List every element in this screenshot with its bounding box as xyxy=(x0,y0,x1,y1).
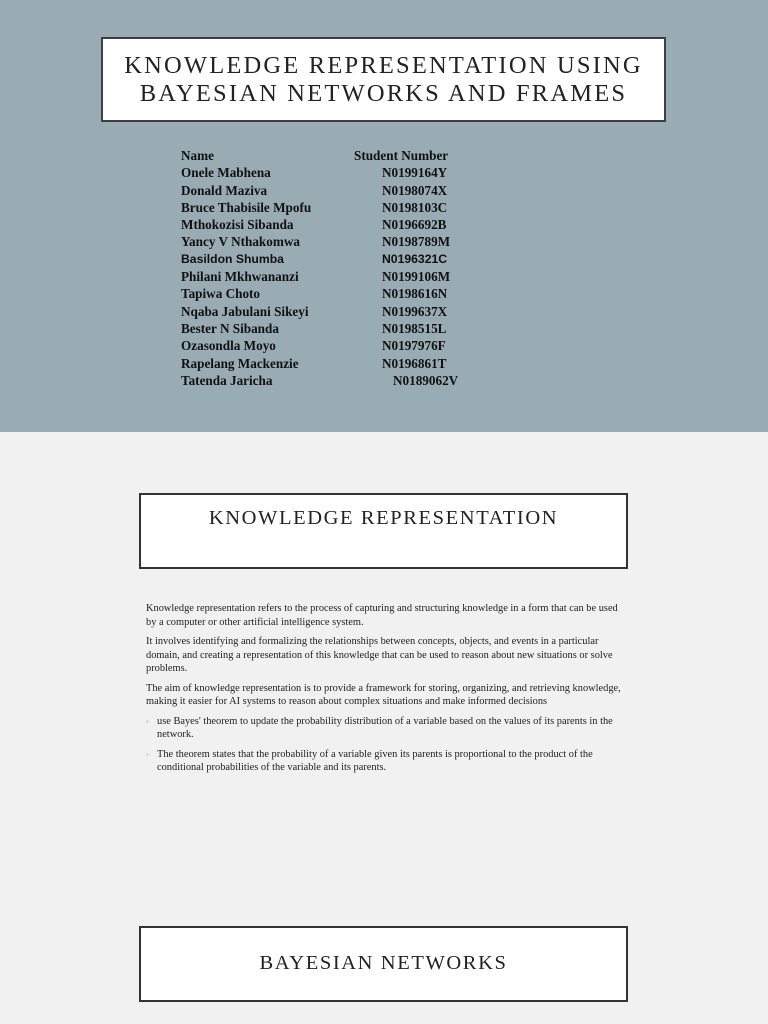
student-name: Rapelang Mackenzie xyxy=(181,355,299,371)
title-line-2: BAYESIAN NETWORKS AND FRAMES xyxy=(139,79,628,107)
student-name: Nqaba Jabulani Sikeyi xyxy=(181,303,309,319)
student-name: Yancy V Nthakomwa xyxy=(181,234,300,250)
title-line-1: KNOWLEDGE REPRESENTATION USING xyxy=(124,51,643,79)
title-box xyxy=(101,37,666,122)
student-name: Ozasondla Moyo xyxy=(181,338,276,354)
student-name: Tapiwa Choto xyxy=(181,286,261,302)
paragraph: The aim of knowledge representation is to provide a framework for storing, organizing, and retrieving knowledge, making it easier for AI systems to reason about complex situations and make informed decisions xyxy=(146,682,621,707)
student-name: Bester N Sibanda xyxy=(181,320,279,336)
student-name: Onele Mabhena xyxy=(181,165,271,181)
bullet-icon: ◦ xyxy=(146,749,149,759)
bullet-icon: ◦ xyxy=(146,716,149,726)
student-number: N0198515L xyxy=(382,320,447,336)
knowledge-representation-heading: KNOWLEDGE REPRESENTATION xyxy=(208,507,559,529)
bayesian-networks-heading: BAYESIAN NETWORKS xyxy=(259,952,508,974)
student-number: N0196861T xyxy=(382,355,447,371)
paragraph: It involves identifying and formalizing the relationships between concepts, objects, and events in a particular domain, and creating a representation of this knowledge that can be used to reason about new situations or solve problems. xyxy=(146,636,613,674)
student-name: Basildon Shumba xyxy=(181,251,284,266)
student-number: N0198074X xyxy=(382,182,448,198)
paragraph: Knowledge representation refers to the process of capturing and structuring knowledge in a form that can be used by a computer or other artificial intelligence system. xyxy=(146,603,618,628)
student-number: N0199106M xyxy=(382,269,451,285)
name-column-header: Name xyxy=(181,148,214,163)
student-number: N0198616N xyxy=(382,286,448,302)
bullet-list xyxy=(146,715,626,775)
title-slide xyxy=(0,0,768,432)
bullet-text: use Bayes' theorem to update the probability distribution of a variable based on the values of its parents in the network. xyxy=(157,715,613,740)
student-number: N0199164Y xyxy=(382,165,448,181)
bullet-text: The theorem states that the probability of a variable given its parents is proportional to the product of the conditional probabilities of the variable and its parents. xyxy=(157,748,593,773)
student-number: N0189062V xyxy=(393,372,459,388)
student-number: N0197976F xyxy=(382,338,446,354)
bullet-item xyxy=(146,715,626,742)
student-name: Tatenda Jaricha xyxy=(181,372,273,388)
student-name: Philani Mkhwananzi xyxy=(181,269,299,285)
student-name: Bruce Thabisile Mpofu xyxy=(181,199,312,215)
student-name: Donald Maziva xyxy=(181,182,268,198)
bullet-item xyxy=(146,748,626,775)
bayesian-networks-heading-box xyxy=(139,926,628,1002)
knowledge-representation-body xyxy=(146,602,626,781)
student-number: N0198789M xyxy=(382,234,451,250)
student-number: N0199637X xyxy=(382,303,448,319)
student-number: N0196321C xyxy=(382,251,448,266)
student-number: N0196692B xyxy=(382,217,447,233)
student-number: N0198103C xyxy=(382,199,448,215)
knowledge-representation-heading-box xyxy=(139,493,628,569)
student-name: Mthokozisi Sibanda xyxy=(181,217,294,233)
student-number-column-header: Student Number xyxy=(354,148,449,163)
